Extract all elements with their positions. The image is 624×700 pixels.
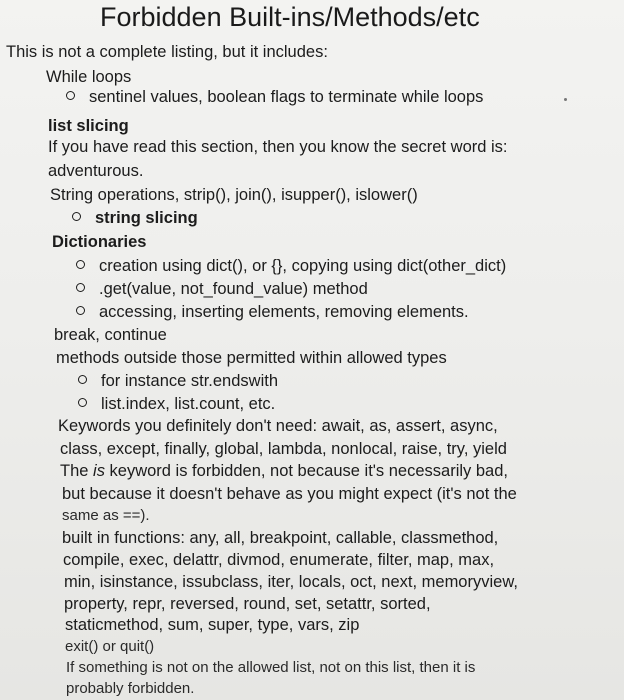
final-note-line-1: If something is not on the allowed list, not on this list, then it is [66, 659, 476, 676]
methods-item-2 [78, 393, 275, 415]
while-loops-heading: While loops [46, 68, 132, 86]
methods-item-text: list.index, list.count, etc. [101, 395, 276, 413]
is-keyword: is [93, 462, 105, 480]
final-note-line-2: probably forbidden. [66, 680, 195, 697]
builtins-line-3: min, isinstance, issubclass, iter, locals, oct, next, memoryview, [64, 573, 518, 591]
intro-text: This is not a complete listing, but it includes: [6, 43, 328, 61]
secret-word-line-2: adventurous. [48, 162, 144, 180]
string-slicing-text: string slicing [95, 209, 198, 227]
bullet-icon [78, 398, 87, 407]
methods-item-text: for instance str.endswith [101, 372, 279, 390]
dictionaries-item-text: accessing, inserting elements, removing elements. [99, 303, 469, 321]
is-prefix: The [60, 462, 94, 480]
list-slicing-heading: list slicing [48, 117, 129, 135]
is-suffix: keyword is forbidden, not because it's necessarily bad, [104, 462, 508, 480]
builtins-line-2: compile, exec, delattr, divmod, enumerate, filter, map, max, [63, 551, 495, 569]
string-slicing-item [72, 207, 198, 229]
is-keyword-line-3: same as ==). [62, 507, 150, 524]
builtins-line-4: property, repr, reversed, round, set, setattr, sorted, [64, 595, 431, 613]
page-title: Forbidden Built-ins/Methods/etc [100, 2, 480, 32]
dictionaries-item-text: .get(value, not_found_value) method [99, 280, 368, 298]
bullet-icon [78, 375, 87, 384]
methods-outside-heading: methods outside those permitted within allowed types [56, 349, 447, 367]
dictionaries-item-3 [76, 301, 469, 323]
bullet-icon [66, 91, 75, 100]
bullet-icon [76, 306, 85, 315]
while-loops-item-text: sentinel values, boolean flags to terminate while loops [89, 88, 484, 106]
stray-dot [564, 98, 567, 101]
dictionaries-item-text: creation using dict(), or {}, copying using dict(other_dict) [99, 257, 507, 275]
bullet-icon [76, 260, 85, 269]
dictionaries-item-1 [76, 255, 506, 277]
string-operations-heading: String operations, strip(), join(), isupper(), islower() [50, 186, 418, 204]
builtins-line-5: staticmethod, sum, super, type, vars, zip [65, 616, 360, 634]
bullet-icon [76, 283, 85, 292]
keywords-line-1: Keywords you definitely don't need: await, as, assert, async, [58, 417, 498, 435]
break-continue-heading: break, continue [54, 326, 167, 344]
while-loops-item [66, 86, 483, 108]
is-keyword-line-1 [60, 460, 508, 482]
is-keyword-line-2: but because it doesn't behave as you might expect (it's not the [62, 485, 517, 503]
secret-word-line-1: If you have read this section, then you know the secret word is: [48, 138, 508, 156]
exit-quit-line: exit() or quit() [65, 638, 155, 655]
dictionaries-heading: Dictionaries [52, 233, 147, 251]
builtins-line-1: built in functions: any, all, breakpoint, callable, classmethod, [62, 529, 499, 547]
dictionaries-item-2 [76, 278, 368, 300]
keywords-line-2: class, except, finally, global, lambda, nonlocal, raise, try, yield [60, 440, 507, 458]
methods-item-1 [78, 370, 278, 392]
bullet-icon [72, 212, 81, 221]
